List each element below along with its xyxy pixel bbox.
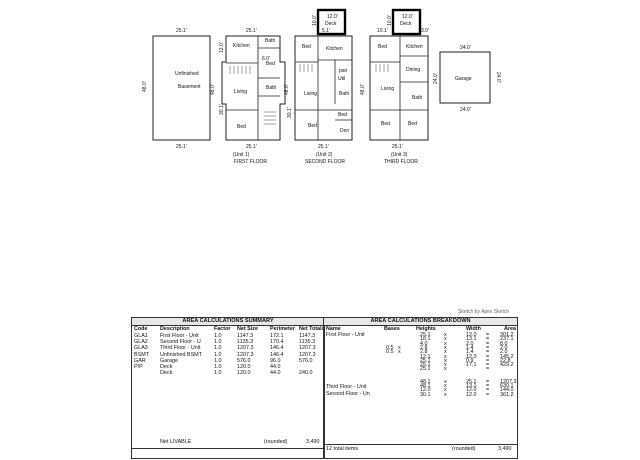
summary-cell-net-size: 120.0	[237, 370, 251, 377]
breakdown-section-third: Third Floor - Unit	[326, 384, 367, 390]
breakdown-cell-width: 12.0	[466, 332, 477, 338]
unit1-right-dim: 30.1'	[287, 107, 293, 118]
garage-right-dim: 24.0'	[495, 72, 501, 83]
breakdown-cell-area: 145.2	[500, 353, 514, 360]
summary-cell-net-total: 240.0	[299, 370, 313, 377]
garage-left-dim: 24.0'	[433, 73, 439, 84]
summary-cell-factor: 1.0	[214, 345, 222, 352]
breakdown-cell-eq: =	[486, 391, 490, 398]
summary-cell-code: GLA1	[134, 333, 148, 339]
breakdown-header-area: Area	[504, 326, 516, 332]
summary-footer-value: 3,490	[306, 439, 320, 445]
basement-side-dim: 48.0'	[142, 81, 148, 92]
unit2-plan	[284, 10, 352, 165]
summary-cell-net-size: 1207.3	[237, 351, 254, 358]
unit1-room-bath: Bath	[265, 38, 276, 44]
summary-cell-net-size: 1135.3	[237, 339, 254, 346]
garage-bottom-dim: 24.0'	[460, 107, 471, 113]
summary-cell-net-size: 120.0	[237, 364, 251, 370]
breakdown-cell-height: 2.8	[420, 344, 428, 351]
basement-bottom-dim: 25.1'	[176, 144, 187, 150]
unit1-room-bed-2: Bed	[237, 124, 246, 130]
breakdown-cell-op2: x	[444, 391, 447, 398]
summary-cell-net-total: 1207.3	[299, 345, 316, 352]
breakdown-cell-height: 48.1	[420, 383, 431, 389]
summary-cell-code: GAR	[134, 357, 146, 364]
breakdown-cell-area: 1207.3	[500, 378, 517, 385]
breakdown-cell-op2: x	[444, 366, 447, 373]
breakdown-cell-eq: =	[486, 349, 490, 356]
summary-cell-perimeter: 96.0	[270, 357, 281, 364]
summary-cell-factor: 1.0	[214, 370, 222, 377]
unit1-top-dim: 25.1'	[246, 28, 257, 34]
breakdown-cell-op2: x	[444, 353, 447, 360]
summary-cell-net-size: 576.0	[237, 357, 251, 364]
unit1-left-dim-2: 12.0'	[219, 42, 225, 53]
unit2-deck-bottom-dim: 5.1'	[322, 28, 330, 34]
breakdown-cell-op2: x	[444, 378, 447, 385]
summary-cell-factor: 1.0	[214, 364, 222, 370]
unit3-room-living: Living	[381, 86, 395, 92]
breakdown-cell-width: 0.9	[466, 357, 474, 364]
unit3-bottom-dim: 25.1'	[392, 144, 403, 150]
summary-cell-perimeter: 44.0	[270, 364, 281, 370]
breakdown-cell-height: 25.1	[420, 362, 431, 369]
unit2-room-pan: pan	[339, 68, 348, 74]
breakdown-cell-op2: x	[444, 349, 447, 356]
summary-cell-code: GLA2	[134, 339, 148, 346]
unit2-room-bed: Bed	[302, 44, 311, 50]
summary-footer-label: Net LIVABLE	[160, 439, 192, 445]
breakdown-title: AREA CALCULATIONS BREAKDOWN	[324, 318, 517, 326]
summary-cell-net-size: 1147.3	[237, 333, 254, 339]
summary-cell-code: P/P	[134, 364, 143, 370]
unit1-left-dim-3: 30.1'	[219, 104, 225, 115]
breakdown-header-width: Width	[466, 326, 481, 332]
summary-cell-net-size: 1207.3	[237, 345, 254, 352]
breakdown-cell-op1: x	[398, 344, 401, 351]
breakdown-footer-rounded: (rounded)	[452, 446, 476, 452]
breakdown-cell-area: 237.1	[500, 336, 514, 343]
summary-cell-code: BSMT	[134, 351, 149, 358]
breakdown-cell-eq: =	[486, 340, 490, 347]
unit2-left-dim: 48.0'	[284, 84, 290, 95]
unit3-room-kitchen: Kitchen	[406, 44, 423, 50]
summary-footer-rounded: (rounded)	[264, 439, 288, 445]
breakdown-cell-area: 361.2	[500, 391, 514, 398]
summary-cell-net-total: 1147.3	[299, 333, 316, 339]
unit3-room-bed-3: Bed	[408, 121, 417, 127]
summary-cell-net-total: 1135.3	[299, 339, 316, 346]
breakdown-cell-area: 2.0	[500, 349, 508, 356]
garage-plan	[433, 45, 501, 113]
breakdown-cell-width: 12.0	[466, 387, 477, 394]
unit1-bottom-dim: 25.1'	[246, 144, 257, 150]
breakdown-cell-height: 25.1	[420, 357, 431, 364]
breakdown-cell-height: 4.0	[420, 340, 428, 347]
summary-cell-perimeter: 170.4	[270, 339, 284, 346]
summary-cell-code: GLA3	[134, 345, 148, 352]
breakdown-cell-height: 30.1	[420, 391, 431, 398]
breakdown-cell-width: 25.1	[466, 378, 477, 385]
unit2-room-bath: Bath	[339, 91, 350, 97]
basement-label-2: Basement	[178, 84, 201, 90]
breakdown-header-heights: Heights	[416, 326, 436, 332]
area-breakdown-table	[323, 317, 518, 459]
summary-cell-perimeter: 146.4	[270, 351, 284, 358]
breakdown-cell-base: 0.5	[386, 349, 394, 356]
breakdown-cell-eq: =	[486, 336, 490, 343]
summary-cell-perimeter: 172.1	[270, 333, 284, 339]
breakdown-cell-eq: =	[486, 387, 490, 394]
breakdown-cell-eq: =	[486, 344, 490, 351]
breakdown-header-name: Name	[326, 326, 341, 332]
summary-cell-description: Second Floor - U	[160, 339, 201, 346]
unit1-mid-dim: 6.0'	[262, 56, 270, 62]
unit2-deck: Deck	[325, 21, 337, 27]
unit1-room-living: Living	[234, 89, 248, 95]
breakdown-cell-width: 12.0	[466, 391, 477, 398]
summary-cell-description: Deck	[160, 364, 173, 370]
unit2-deck-side-dim: 10.0'	[312, 15, 318, 26]
breakdown-cell-height: 2.8	[420, 349, 428, 356]
summary-cell-factor: 1.0	[214, 333, 222, 339]
breakdown-cell-base: 0.5	[386, 344, 394, 351]
summary-header-net-size: Net Size	[237, 326, 258, 332]
breakdown-cell-area: 8.0	[500, 340, 508, 347]
unit3-room-dining: Dining	[406, 67, 421, 73]
unit1-room-bath-2: Bath	[266, 85, 277, 91]
garage-top-dim: 24.0'	[460, 45, 471, 51]
unit3-deck-top-dim: 12.0'	[402, 14, 413, 20]
sketch-credit: Sketch by Apex Sketch	[458, 309, 510, 315]
unit2-room-den: Den	[340, 128, 350, 134]
area-summary-table	[131, 317, 325, 459]
breakdown-cell-area: 630.1	[500, 383, 514, 389]
unit2-bottom-dim: 25.1'	[318, 144, 329, 150]
breakdown-header-bases: Bases	[384, 326, 400, 332]
breakdown-cell-op2: x	[444, 383, 447, 389]
summary-cell-description: First Floor - Unit	[160, 333, 199, 339]
unit3-plan	[360, 10, 429, 165]
unit3-deck-side-dim: 10.0'	[387, 15, 393, 26]
breakdown-cell-height: 18.1	[420, 336, 431, 343]
summary-cell-factor: 1.0	[214, 357, 222, 364]
unit2-floor-label: SECOND FLOOR	[305, 159, 346, 165]
unit2-deck-top-dim: 12.0'	[327, 14, 338, 20]
summary-cell-description: Unfinished BSMT	[160, 351, 202, 358]
breakdown-cell-area: 144.0	[500, 387, 514, 394]
unit2-room-kitchen: Kitchen	[326, 46, 343, 52]
summary-header-description: Description	[160, 326, 190, 332]
breakdown-cell-area: 429.2	[500, 362, 514, 369]
breakdown-cell-height: 12.0	[420, 387, 431, 394]
breakdown-cell-width: 13.1	[466, 383, 477, 389]
breakdown-cell-eq: =	[486, 362, 490, 369]
unit3-deck: Deck	[400, 21, 412, 27]
summary-title: AREA CALCULATIONS SUMMARY	[132, 318, 324, 326]
summary-header-net-totals: Net Totals	[299, 326, 325, 332]
breakdown-cell-op2: x	[444, 357, 447, 364]
summary-cell-net-total: 1207.3	[299, 351, 316, 358]
unit1-room-kitchen: Kitchen	[233, 43, 250, 49]
breakdown-cell-eq: =	[486, 332, 490, 338]
breakdown-cell-width: 1.4	[466, 344, 474, 351]
breakdown-cell-op2: x	[444, 340, 447, 347]
breakdown-cell-width: 13.1	[466, 336, 477, 343]
breakdown-cell-eq: =	[486, 383, 490, 389]
breakdown-cell-area: 301.2	[500, 332, 514, 338]
unit1-floor-label: FIRST FLOOR	[234, 159, 267, 165]
breakdown-footer-value: 3,490	[498, 446, 512, 452]
breakdown-section-second: Second Floor - Un	[326, 391, 370, 397]
breakdown-cell-eq: =	[486, 357, 490, 364]
unit3-deck-left-dim: 10.1'	[377, 28, 388, 34]
unit3-deck-right-dim: 3.0'	[421, 28, 429, 34]
breakdown-cell-height: 25.1	[420, 332, 431, 338]
breakdown-cell-height: 12.1	[420, 353, 431, 360]
breakdown-cell-op1: x	[398, 349, 401, 356]
breakdown-section-first: First Floor - Unit	[326, 332, 365, 338]
breakdown-cell-op2: x	[444, 336, 447, 343]
breakdown-cell-height: 48.1	[420, 378, 431, 385]
unit2-room-bed-3: Bed	[338, 112, 347, 118]
unit1-unit-label: (Unit 1)	[233, 152, 250, 158]
breakdown-cell-width: 17.1	[466, 362, 477, 369]
unit2-room-bed-2: Bed	[308, 123, 317, 129]
breakdown-cell-eq: =	[486, 366, 490, 373]
summary-cell-factor: 1.0	[214, 339, 222, 346]
basement-top-dim: 25.1'	[176, 28, 187, 34]
breakdown-footer-label: 12 total items	[326, 446, 359, 452]
unit3-floor-label: THIRD FLOOR	[384, 159, 418, 165]
unit3-unit-label: (Unit 3)	[391, 152, 408, 158]
summary-header-code: Code	[134, 326, 148, 332]
breakdown-cell-op2: x	[444, 332, 447, 338]
summary-cell-description: Third Floor - Unit	[160, 345, 201, 352]
summary-cell-description: Garage	[160, 357, 178, 364]
summary-cell-perimeter: 44.0	[270, 370, 281, 377]
garage-label: Garage	[455, 76, 472, 82]
unit1-plan	[210, 28, 293, 165]
breakdown-cell-area: 2.0	[500, 344, 508, 351]
breakdown-cell-width: 12.0	[466, 353, 477, 360]
summary-header-factor: Factor	[214, 326, 231, 332]
unit3-room-bed: Bed	[378, 44, 387, 50]
unit2-unit-label: (Unit 2)	[316, 152, 333, 158]
summary-cell-perimeter: 146.4	[270, 345, 284, 352]
breakdown-cell-eq: =	[486, 353, 490, 360]
unit2-room-living: Living	[304, 91, 318, 97]
breakdown-cell-area: 22.8	[500, 357, 511, 364]
basement-label-1: Unfinished	[175, 71, 199, 77]
unit3-room-bed-2: Bed	[381, 121, 390, 127]
breakdown-cell-eq: =	[486, 378, 490, 385]
breakdown-cell-op2: x	[444, 344, 447, 351]
breakdown-cell-op2: x	[444, 362, 447, 369]
summary-cell-description: Deck	[160, 370, 173, 377]
breakdown-cell-width: 2.0	[466, 340, 474, 347]
floor-plan-sketch	[0, 0, 640, 180]
unit1-left-dim: 48.0'	[210, 84, 216, 95]
breakdown-cell-height: 25.1	[420, 366, 431, 373]
breakdown-cell-op2: x	[444, 387, 447, 394]
summary-header-perimeter: Perimeter	[270, 326, 295, 332]
basement-plan	[142, 28, 210, 150]
breakdown-cell-width: 1.4	[466, 349, 474, 356]
unit2-room-util: Util	[338, 76, 346, 82]
summary-cell-factor: 1.0	[214, 351, 222, 358]
unit1-room-bed: Bed	[266, 61, 275, 67]
unit3-room-bath: Bath	[412, 95, 423, 101]
unit3-left-dim: 48.0'	[360, 84, 366, 95]
summary-cell-net-total: 576.0	[299, 357, 313, 364]
